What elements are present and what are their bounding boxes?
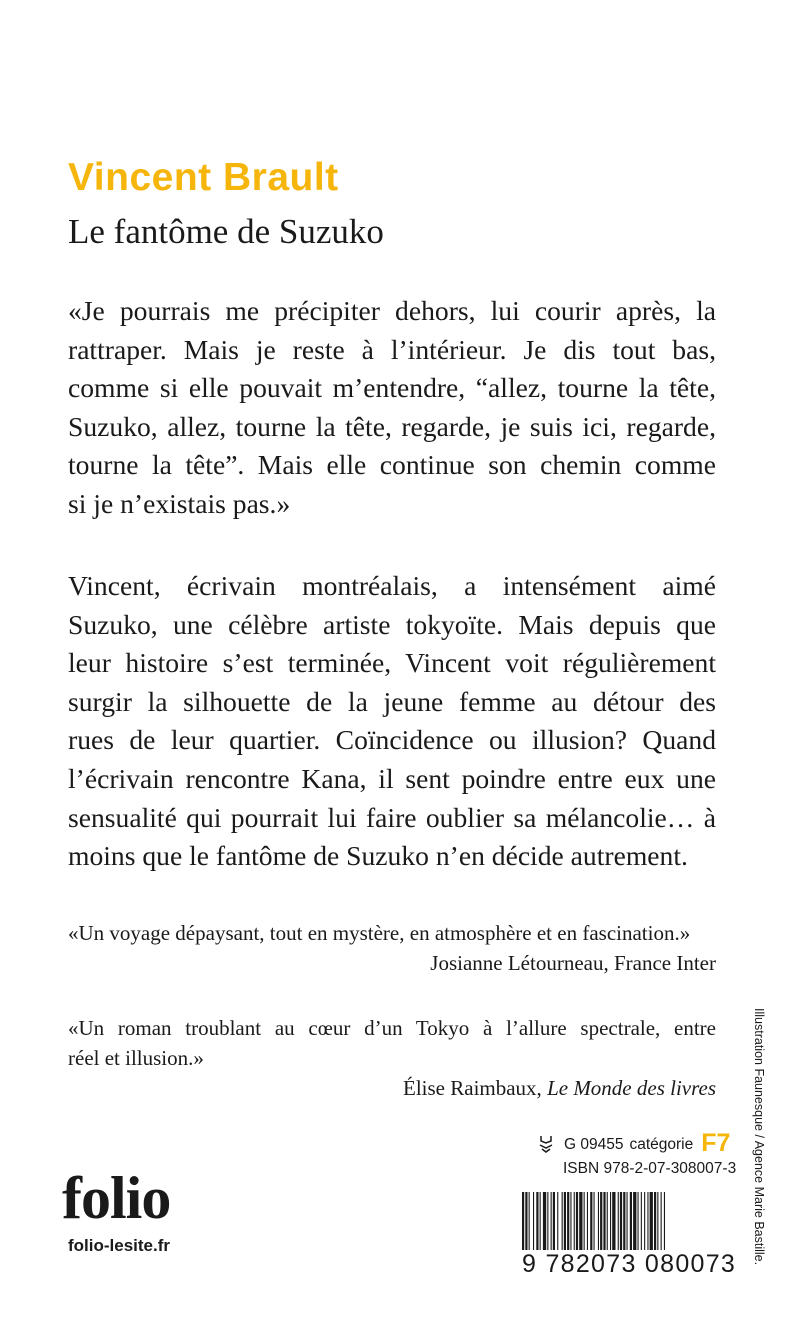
barcode-bar [654, 1192, 656, 1250]
barcode-digits: 9 782073 080073 [522, 1250, 737, 1278]
barcode-bar [647, 1192, 648, 1250]
publisher-website: folio-lesite.fr [68, 1236, 171, 1255]
gallimard-emblem-icon [538, 1134, 554, 1154]
summary-line: l’écrivain rencontre Kana, il sent poindre entre eux une [68, 762, 716, 794]
excerpt-quote [68, 292, 716, 524]
summary-line: moins que le fantôme de Suzuko n’en décide autrement. [68, 840, 688, 872]
publisher-logo: folio [62, 1165, 171, 1231]
barcode-bar [562, 1192, 563, 1250]
barcode-bar [536, 1192, 538, 1250]
barcode-bar [620, 1192, 622, 1250]
barcode-bar [618, 1192, 619, 1250]
source-name: Élise Raimbaux, [403, 1076, 548, 1100]
press-quote-1 [68, 918, 716, 978]
barcode-bar [598, 1192, 599, 1250]
barcode [520, 1192, 718, 1250]
book-title: Le fantôme de Suzuko [68, 212, 384, 251]
press-quote-text: réel et illusion.» [68, 1046, 204, 1070]
excerpt-line: rattraper. Mais je reste à l’intérieur. Je dis tout bas, [68, 333, 716, 365]
barcode-bar [529, 1192, 530, 1250]
barcode-bar [576, 1192, 578, 1250]
barcode-bar [587, 1192, 588, 1250]
barcode-bar [547, 1192, 548, 1250]
barcode-bar [584, 1192, 585, 1250]
barcode-bar [570, 1192, 571, 1250]
summary-line: Vincent, écrivain montréalais, a intensément aimé [68, 570, 716, 601]
barcode-bar [553, 1192, 555, 1250]
summary-line: leur histoire s’est terminée, Vincent voit régulièrement [68, 647, 716, 679]
excerpt-line: tourne la tête”. Mais elle continue son chemin comme [68, 449, 716, 481]
barcode-bar [557, 1192, 558, 1250]
illustration-credit: Illustration Faunesque / Agence Marie Bastille. [752, 1008, 766, 1266]
press-quote-text: «Un voyage dépaysant, tout en mystère, en atmosphère et en fascination.» [68, 921, 691, 945]
barcode-bar [564, 1192, 566, 1250]
barcode-bar [607, 1192, 608, 1250]
barcode-bar [612, 1192, 615, 1250]
barcode-bar [567, 1192, 569, 1250]
barcode-bar [603, 1192, 605, 1250]
barcode-bar [543, 1192, 546, 1250]
barcode-bar [522, 1192, 524, 1250]
barcode-bar [610, 1192, 611, 1250]
source-publication: Le Monde des livres [547, 1076, 716, 1100]
barcode-bar [630, 1192, 632, 1250]
barcode-bar [600, 1192, 602, 1250]
excerpt-line: si je n’existais pas.» [68, 487, 291, 519]
summary-line: surgir la silhouette de la jeune femme au détour des [68, 685, 716, 717]
price-category: F7 [701, 1129, 731, 1157]
barcode-bar [551, 1192, 552, 1250]
barcode-bar [661, 1192, 662, 1250]
barcode-bar [623, 1192, 625, 1250]
author-name: Vincent Brault [68, 156, 339, 199]
barcode-bar [533, 1192, 534, 1250]
barcode-bar [525, 1192, 527, 1250]
summary-line: Suzuko, une célèbre artiste tokyoïte. Mais depuis que [68, 608, 716, 640]
press-quote-2 [68, 1013, 716, 1103]
press-quote-text: «Un roman troublant au cœur d’un Tokyo à l’allure spectrale, entre [68, 1016, 716, 1040]
barcode-bar [633, 1192, 636, 1250]
book-summary [68, 567, 716, 876]
barcode-bar [657, 1192, 658, 1250]
press-quote-source [68, 948, 716, 978]
press-quote-source [68, 1073, 716, 1103]
barcode-bar [650, 1192, 653, 1250]
excerpt-line: comme si elle pouvait m’entendre, “allez, tourne la tête, [68, 372, 716, 404]
isbn: ISBN 978-2-07-308007-3 [563, 1160, 737, 1177]
category-label: catégorie [629, 1136, 694, 1153]
excerpt-line: Suzuko, allez, tourne la tête, regarde, je suis ici, regarde, [68, 410, 716, 442]
catalog-code: G 09455 [564, 1136, 624, 1153]
barcode-bar [590, 1192, 592, 1250]
excerpt-line: «Je pourrais me précipiter dehors, lui courir après, la [68, 295, 716, 326]
barcode-bar [579, 1192, 582, 1250]
barcode-bar [574, 1192, 575, 1250]
barcode-bar [664, 1192, 665, 1250]
barcode-bar [638, 1192, 639, 1250]
barcode-bar [641, 1192, 642, 1250]
catalog-info [538, 1129, 731, 1157]
barcode-bar [644, 1192, 645, 1250]
barcode-bar [594, 1192, 595, 1250]
source-name: Josianne Létourneau, France Inter [430, 951, 716, 975]
summary-line: sensualité qui pourrait lui faire oublier sa mélancolie… à [68, 801, 716, 833]
barcode-bar [540, 1192, 541, 1250]
summary-line: rues de leur quartier. Coïncidence ou illusion? Quand [68, 724, 716, 756]
barcode-bar [627, 1192, 628, 1250]
